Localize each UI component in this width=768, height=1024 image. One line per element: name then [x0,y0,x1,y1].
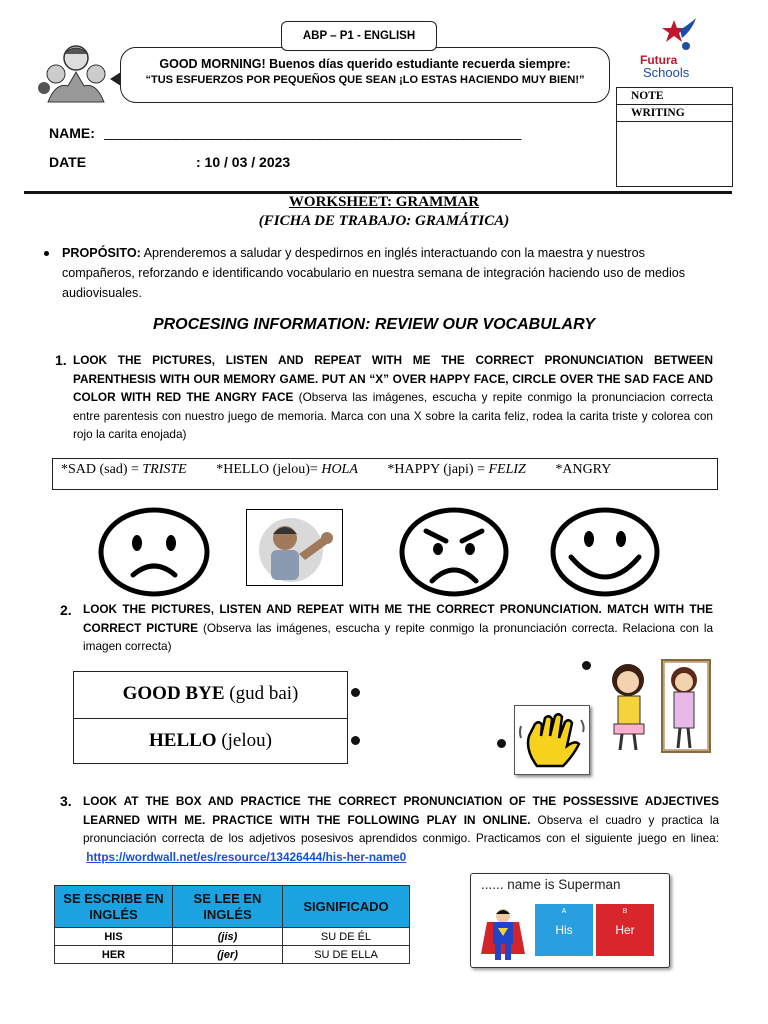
purpose-paragraph [62,243,716,303]
greeting-bubble [120,47,610,103]
item-1-text [73,351,713,444]
vocab-happy: *HAPPY (japi) = FELIZ [387,462,526,477]
course-label: ABP – P1 - ENGLISH [281,21,437,51]
date-value: : 10 / 03 / 2023 [196,154,291,170]
item-1-translation: (Observa las imágenes, escucha y repite conmigo la pronunciacion correcta entre parentesis con nuestro juego de memoria. Marca con una X sobre la carita feliz, rodea la carita triste y colorea con rojo la carita enojada) [73,390,713,441]
item-1-instruction: LOOK THE PICTURES, LISTEN AND REPEAT WITH ME THE CORRECT PRONUNCIATION BETWEEN PARENTHESIS WITH OUR MEMORY GAME. PUT AN “X” OVER HAPPY FACE, CIRCLE OVER THE SAD FACE AND COLOR WITH RED THE ANGRY FACE [73,353,713,404]
match-row-hello: HELLO (jelou) [74,718,347,764]
option-her-button[interactable]: B Her [596,904,654,956]
item-3-text [83,792,719,866]
name-field[interactable]: __________________________________________________________ [104,124,521,140]
name-label: NAME: [49,125,95,141]
header-meaning: SIGNIFICADO [283,886,410,928]
item-3-instruction: LOOK AT THE BOX AND PRACTICE THE CORRECT PRONUNCIATION OF THE POSSESSIVE ADJECTIVES LEARNED WITH ME. PRACTICE WITH THE FOLLOWING PLAY IN ONLINE. [83,794,719,827]
match-dot-girls[interactable] [582,661,591,670]
girls-greeting-picture [602,652,712,754]
section-heading: PROCESING INFORMATION: REVIEW OUR VOCABULARY [152,316,596,333]
game-question: ...... name is Superman [481,877,621,892]
match-row-goodbye: GOOD BYE (gud bai) [122,683,299,704]
option-his-button[interactable]: A His [535,904,593,956]
writing-label: WRITING [617,105,732,122]
happy-face-icon[interactable] [549,507,661,597]
greeting-line-1: GOOD MORNING! Buenos días querido estudiante recuerda siempre: [159,57,571,71]
item-2-instruction: LOOK THE PICTURES, LISTEN AND REPEAT WITH ME THE CORRECT PRONUNCIATION. MATCH WITH THE CORRECT PICTURE [83,602,713,635]
item-1-number: 1. [55,352,67,368]
purpose-bullet-icon [44,251,49,256]
purpose-text: Aprenderemos a saludar y despedirnos en inglés interactuando con la maestra y nuestros compañeros, reforzando e identificando vocabulario en nuestra semana de integración haciendo uso de medios audiovisuales. [62,246,686,300]
match-table [73,671,348,764]
worksheet-subtitle: (FICHA DE TRABAJO: GRAMÁTICA) [258,213,510,229]
match-dot-hello[interactable] [351,736,360,745]
purpose-label: PROPÓSITO: [62,246,141,260]
table-row: HER (jer) SU DE ELLA [55,946,410,964]
worksheet-title: WORKSHEET: GRAMMAR [288,194,480,210]
greeting-line-2: “TUS ESFUERZOS POR PEQUEÑOS QUE SEAN ¡LO ESTAS HACIENDO MUY BIEN!” [145,74,585,86]
wordwall-link[interactable]: https://wordwall.net/es/resource/13426444/his-her-name0 [86,849,407,864]
futura-logo-icon [656,16,698,54]
item-3-translation: Observa el cuadro y practica la pronunciación correcta de los adjetivos posesivos aprendidos conmigo. Practicamos con el siguiente juego en linea: [83,812,720,845]
note-label: NOTE [617,88,732,105]
possessive-table [54,885,410,964]
item-3-number: 3. [60,793,72,809]
table-row: HIS (jis) SU DE ÉL [55,928,410,946]
vocab-sad: *SAD (sad) = TRISTE [61,462,187,477]
match-dot-goodbye[interactable] [351,688,360,697]
item-2-text [83,600,713,656]
wordwall-game-preview[interactable] [470,873,670,968]
sad-face-icon[interactable] [97,507,211,597]
vocabulary-box [52,458,718,490]
item-2-number: 2. [60,602,72,618]
logo-text-futura: Futura [640,53,678,67]
vocab-angry: *ANGRY [555,462,612,477]
angry-face-icon[interactable] [398,507,510,597]
note-box [616,87,733,187]
superman-picture [481,906,525,962]
header-read: SE LEE EN INGLÉS [173,886,283,928]
match-dot-hand[interactable] [497,739,506,748]
vocab-hello: *HELLO (jelou)= HOLA [216,462,358,477]
waving-hand-picture [514,705,590,775]
item-2-translation: (Observa las imágenes, escucha y repite conmigo la pronunciación correcta. Relaciona con la imagen correcta) [83,620,713,653]
kids-illustration [36,40,116,104]
header-written: SE ESCRIBE EN INGLÉS [55,886,173,928]
waving-boy-picture [246,509,343,586]
date-label: DATE [49,154,87,170]
logo-text-schools: Schools [643,65,690,80]
